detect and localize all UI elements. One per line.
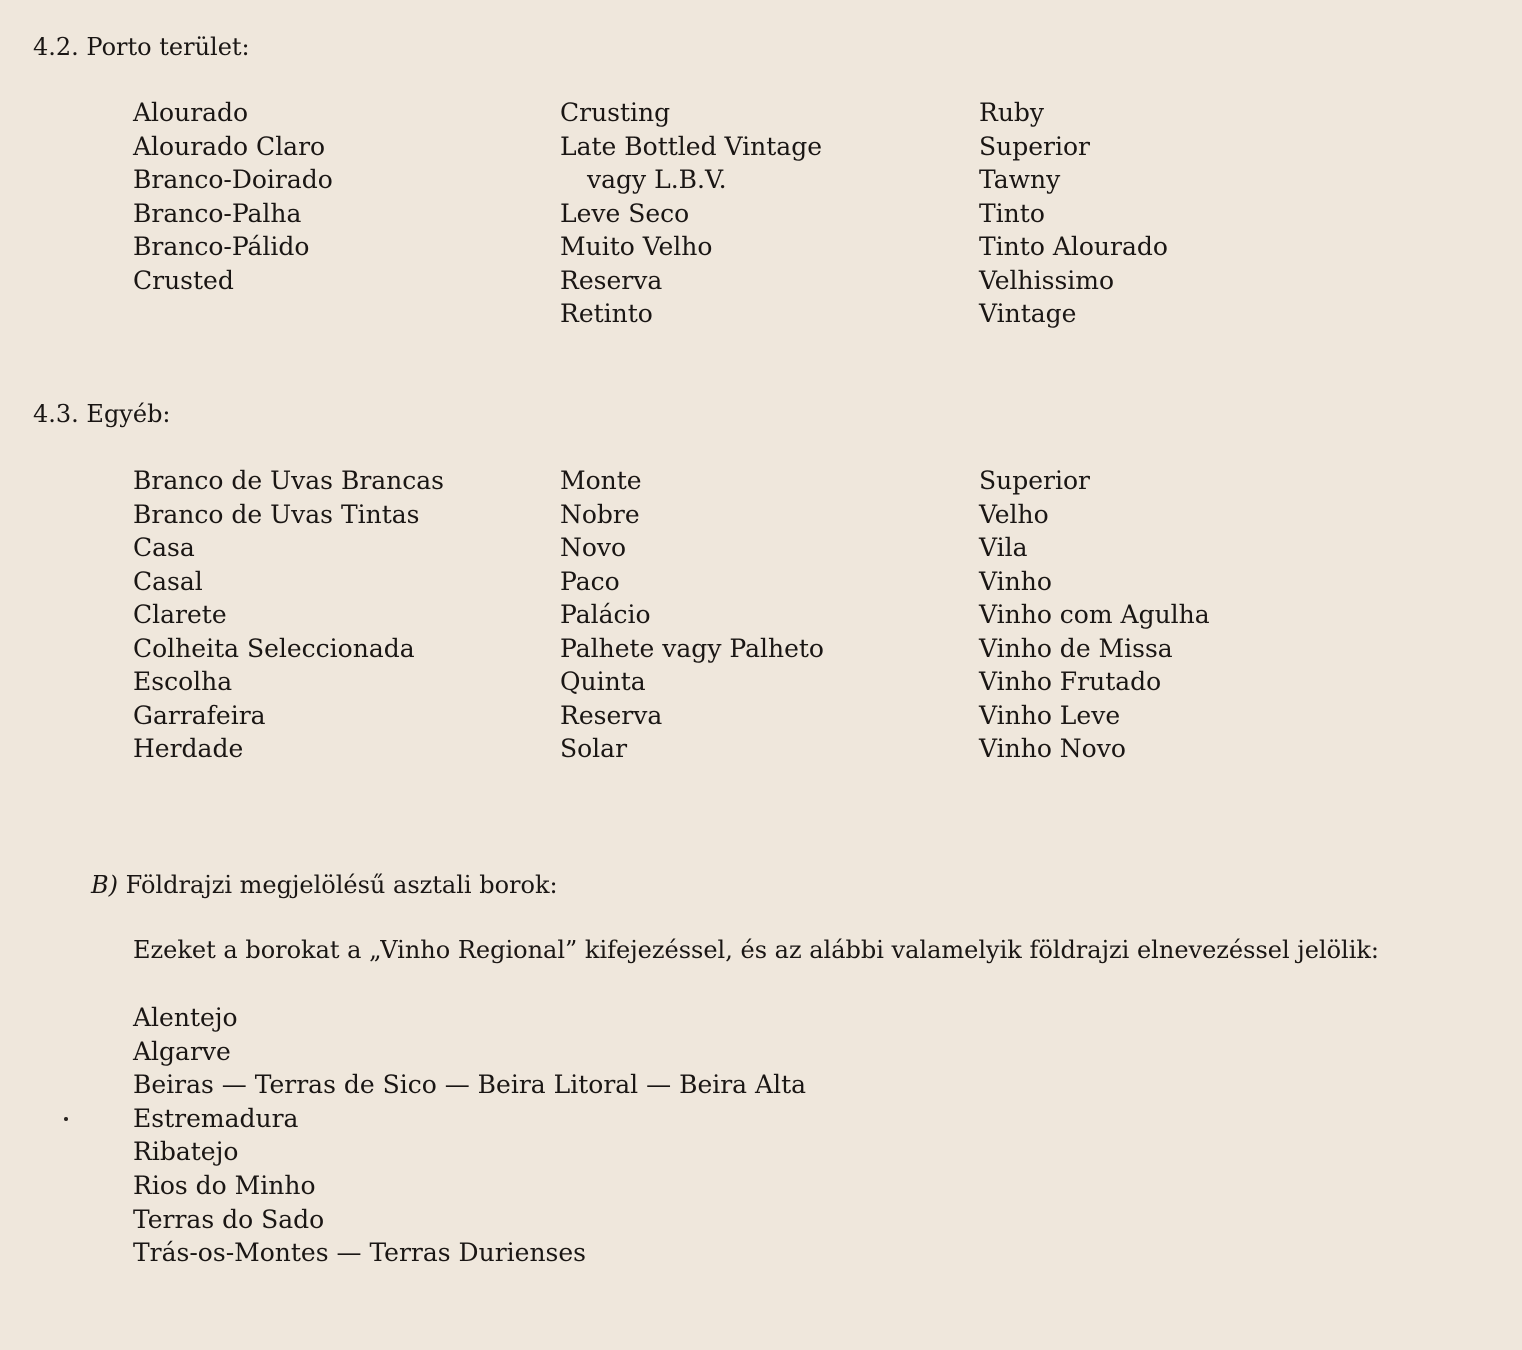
list-item: Alourado bbox=[133, 98, 249, 127]
list-item: Alourado Claro bbox=[133, 131, 326, 161]
list-item: Branco-Palha bbox=[133, 198, 302, 228]
region-list bbox=[133, 1001, 806, 1270]
list-item: Garrafeira bbox=[133, 700, 266, 730]
list-item: Terras do Sado bbox=[133, 1204, 325, 1234]
list-item: Branco-Pálido bbox=[133, 232, 310, 261]
list-item: Casa bbox=[133, 533, 195, 562]
list-item: Reserva bbox=[560, 265, 663, 295]
egyeb-column-2 bbox=[560, 464, 824, 766]
list-item: Novo bbox=[560, 533, 627, 562]
list-item: Reserva bbox=[560, 700, 663, 730]
list-item: Vila bbox=[979, 533, 1028, 562]
list-item: Crusted bbox=[133, 265, 234, 295]
list-item: Clarete bbox=[133, 600, 227, 629]
list-item: Tawny bbox=[979, 165, 1061, 194]
list-item: Superior bbox=[979, 131, 1090, 161]
list-item: Quinta bbox=[560, 667, 646, 696]
section-heading-porto: 4.2. Porto terület: bbox=[33, 33, 250, 61]
section-title: Földrajzi megjelölésű asztali borok: bbox=[125, 871, 558, 899]
list-item: Retinto bbox=[560, 299, 653, 328]
list-item: Ribatejo bbox=[133, 1137, 239, 1167]
list-item: Velhissimo bbox=[979, 265, 1115, 295]
list-item: Vinho com Agulha bbox=[979, 600, 1210, 629]
porto-column-2 bbox=[560, 96, 822, 331]
list-item: Beiras — Terras de Sico — Beira Litoral — Beira Alta bbox=[133, 1070, 807, 1100]
list-item: Estremadura bbox=[133, 1103, 299, 1133]
list-item: Branco de Uvas Brancas bbox=[133, 466, 445, 495]
list-item: Superior bbox=[979, 466, 1090, 495]
list-item: Branco-Doirado bbox=[133, 165, 333, 194]
list-item: Ruby bbox=[979, 98, 1045, 127]
list-item: Vinho Frutado bbox=[979, 667, 1162, 696]
egyeb-column-3 bbox=[979, 464, 1210, 766]
list-item: Crusting bbox=[560, 98, 671, 127]
list-item: Algarve bbox=[133, 1036, 231, 1066]
list-item: Tinto bbox=[979, 198, 1045, 228]
list-item: Vinho de Missa bbox=[979, 633, 1173, 663]
list-item: Paco bbox=[560, 566, 620, 596]
list-item: Alentejo bbox=[133, 1003, 238, 1032]
section-letter: B) bbox=[91, 871, 118, 899]
list-item: Colheita Seleccionada bbox=[133, 633, 415, 663]
list-item: Vinho Novo bbox=[979, 734, 1126, 763]
list-item: Vinho bbox=[979, 566, 1052, 596]
intro-paragraph: Ezeket a borokat a „Vinho Regional” kifejezéssel, és az alábbi valamelyik földrajzi elnevezéssel jelölik: bbox=[133, 936, 1380, 964]
list-item: Trás-os-Montes — Terras Durienses bbox=[133, 1238, 587, 1268]
list-item: Casal bbox=[133, 566, 203, 596]
list-item: Rios do Minho bbox=[133, 1170, 316, 1200]
list-item: Tinto Alourado bbox=[979, 232, 1168, 261]
list-item: Late Bottled Vintage bbox=[560, 131, 823, 161]
list-item: Vintage bbox=[979, 299, 1077, 328]
list-item: Palhete vagy Palheto bbox=[560, 633, 824, 663]
porto-column-3 bbox=[979, 96, 1168, 331]
list-item: Nobre bbox=[560, 499, 640, 529]
bullet-mark bbox=[64, 1117, 68, 1121]
list-item: Palácio bbox=[560, 600, 651, 629]
list-item: Muito Velho bbox=[560, 232, 713, 261]
list-item: Monte bbox=[560, 466, 642, 495]
section-heading-b bbox=[91, 870, 558, 900]
list-item: Herdade bbox=[133, 734, 244, 763]
egyeb-column-1 bbox=[133, 464, 444, 766]
list-item: Solar bbox=[560, 734, 628, 763]
list-item: Leve Seco bbox=[560, 198, 690, 228]
list-item: vagy L.B.V. bbox=[587, 165, 727, 194]
list-item: Velho bbox=[979, 499, 1049, 529]
section-heading-egyeb: 4.3. Egyéb: bbox=[33, 400, 171, 428]
list-item: Escolha bbox=[133, 667, 233, 696]
list-item: Branco de Uvas Tintas bbox=[133, 499, 420, 529]
list-item: Vinho Leve bbox=[979, 700, 1121, 730]
porto-column-1 bbox=[133, 96, 333, 297]
